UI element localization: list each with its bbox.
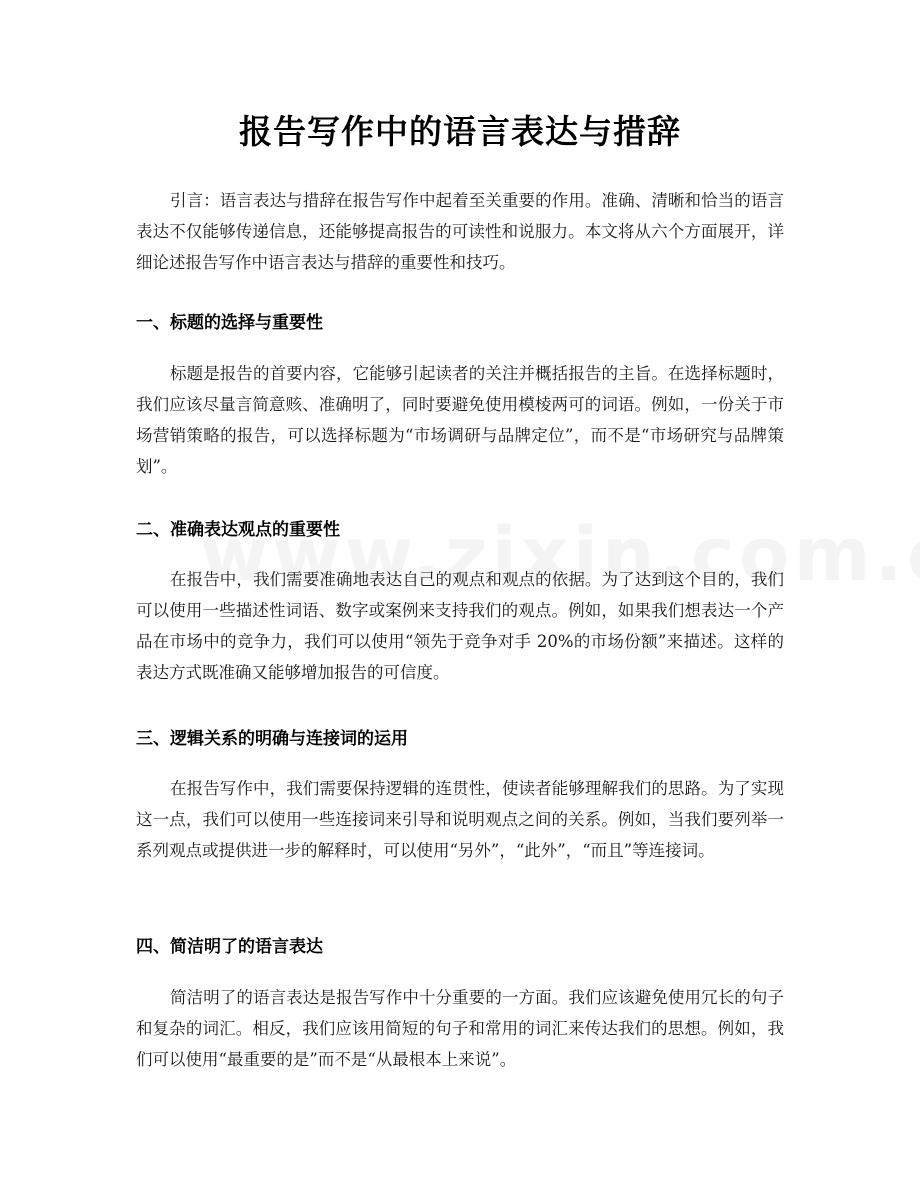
section-body-2: 在报告中，我们需要准确地表达自己的观点和观点的依据。为了达到这个目的，我们可以使用一些描述性词语、数字或案例来支持我们的观点。例如，如果我们想表达一个产品在市场中的竞争力，我们可以使用“领先于竞争对手 20%的市场份额”来描述。这样的表达方式既准确又能够增加报告的可信度。 [136, 570, 784, 682]
section-body-1: 标题是报告的首要内容，它能够引起读者的关注并概括报告的主旨。在选择标题时，我们应该尽量言简意赅、准确明了，同时要避免使用模棱两可的词语。例如，一份关于市场营销策略的报告，可以选择标题为“市场调研与品牌定位”，而不是“市场研究与品牌策划”。 [136, 364, 784, 476]
section-body-3: 在报告写作中，我们需要保持逻辑的连贯性，使读者能够理解我们的思路。为了实现这一点，我们可以使用一些连接词来引导和说明观点之间的关系。例如，当我们要列举一系列观点或提供进一步的解释时，可以使用“另外”，“此外”，“而且”等连接词。 [136, 779, 784, 860]
page-title: 报告写作中的语言表达与措辞 [239, 112, 681, 151]
section-body-4: 简洁明了的语言表达是报告写作中十分重要的一方面。我们应该避免使用冗长的句子和复杂的词汇。相反，我们应该用简短的句子和常用的词汇来传达我们的思想。例如，我们可以使用“最重要的是”而不是“从最根本上来说”。 [136, 988, 784, 1069]
section-heading-1: 一、标题的选择与重要性 [136, 313, 323, 333]
section-heading-3: 三、逻辑关系的明确与连接词的运用 [136, 729, 408, 749]
section-heading-2: 二、准确表达观点的重要性 [136, 520, 340, 540]
intro-paragraph: 引言：语言表达与措辞在报告写作中起着至关重要的作用。准确、清晰和恰当的语言表达不仅能够传递信息，还能够提高报告的可读性和说服力。本文将从六个方面展开，详细论述报告写作中语言表达与措辞的重要性和技巧。 [136, 191, 784, 272]
section-heading-4: 四、简洁明了的语言表达 [136, 937, 323, 957]
